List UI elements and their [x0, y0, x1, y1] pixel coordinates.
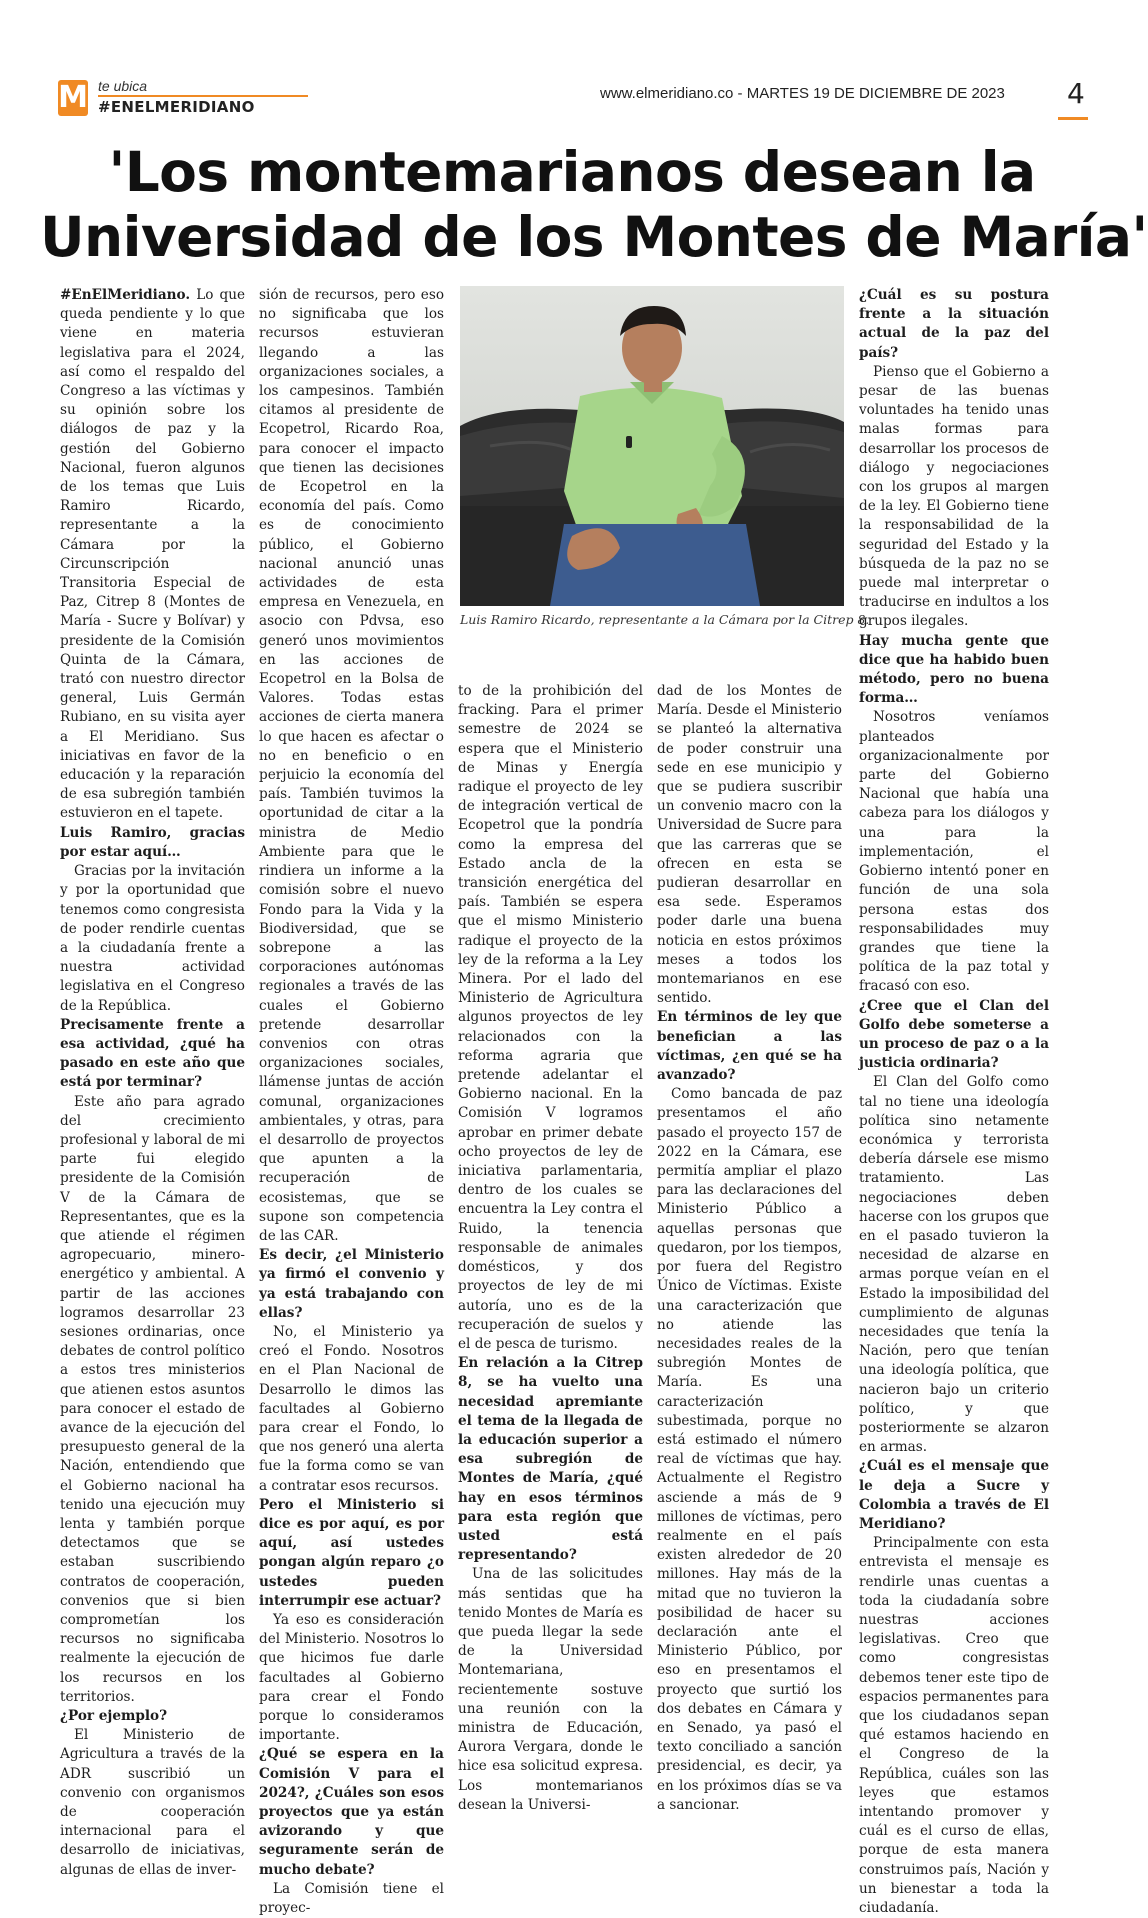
headline-line-1: 'Los montemarianos desean la [108, 140, 1036, 204]
photo-caption: Luis Ramiro Ricardo, representante a la Cámara por la Citrep 8. [460, 612, 870, 627]
question-4: Es decir, ¿el Ministerio ya firmó el convenio y ya está trabajando con ellas? [259, 1247, 444, 1321]
headline [40, 140, 1148, 270]
answer-1: Gracias por la invitación y por la oportunidad que tenemos como congresista de poder rendirle cuentas a la ciudadanía frente a nuestra actividad legislativa en el Congreso de la República. [60, 863, 245, 1014]
question-9: ¿Cuál es su postura frente a la situación actual de la paz del país? [859, 287, 1049, 361]
question-1: Luis Ramiro, gracias por estar aquí… [60, 824, 245, 860]
question-3: ¿Por ejemplo? [60, 1708, 168, 1725]
question-10: Hay mucha gente que dice que ha habido buen método, pero no buena forma… [859, 632, 1049, 707]
question-8: En términos de ley que benefician a las víctimas, ¿en qué se ha avanzado? [657, 1009, 842, 1084]
article-column-3 [458, 682, 643, 1815]
answer-5: Ya eso es consideración del Ministerio. Nosotros lo que hicimos fue darle facultades al Gobierno para crear el Fondo porque lo consideramos importante. [259, 1612, 444, 1744]
answer-3-part-1: El Ministerio de Agricultura a través de la ADR suscribió un convenio con organismos de cooperación internacional para el desarrollo de iniciativas, algunas de ellas de inver- [60, 1727, 245, 1878]
answer-2: Este año para agrado del crecimiento profesional y laboral de mi parte fui elegido presidente de la Comisión V de la Cámara de Representantes, que es la que atiende el régimen agropecuario, minero-energético y ambiental. A partir de las acciones logramos desarrollar 23 sesiones ordinarias, once debates de control político a estos tres ministerios que atienen estos asuntos para conocer el estado de avance de la ejecución del presupuesto general de la Nación, entendiendo que el Gobierno nacional ha tenido una ejecución muy lenta y también porque detectamos que se estaban suscribiendo contratos de cooperación, convenios que si bien comprometían los recursos no significaba realmente la ejecución de los recursos en los territorios. [60, 1093, 245, 1705]
answer-6-part-2: to de la prohibición del fracking. Para el primer semestre de 2024 se espera que el Ministerio de Minas y Energía radique el proyecto de ley de integración vertical de Ecopetrol que la pondría como la empresa del Estado ancla de la transición energética del país. También se espera que el mismo Ministerio radique el proyecto de la ley de la reforma a la Ley Minera. Por el lado del Ministerio de Agricultura algunos proyectos de ley relacionados con la reforma agraria que pretende adelantar el Gobierno nacional. En la Comisión V logramos aprobar en primer debate ocho proyectos de ley de iniciativa parlamentaria, dentro de los cuales se encuentra la Ley contra el Ruido, la tenencia responsable de animales domésticos, y dos proyectos de ley de mi autoría, uno es de la recuperación de suelos y el de pesca de turismo. [458, 683, 643, 1352]
article-column-1 [60, 286, 245, 1880]
answer-4: No, el Ministerio ya creó el Fondo. Nosotros en el Plan Nacional de Desarrollo le dimos las facultades al Gobierno para crear el Fondo, lo que nos generó una alerta fue la forma como se van a contratar esos recursos. [259, 1323, 444, 1494]
question-2: Precisamente frente a esa actividad, ¿qué ha pasado en este año que está por terminar? [60, 1016, 245, 1091]
article-lead [60, 286, 245, 824]
page-number-rule [1058, 117, 1088, 120]
article-column-2 [259, 286, 444, 1918]
question-5: Pero el Ministerio si dice es por aquí, es por aquí, así ustedes pongan algún reparo ¿o ustedes pueden interrumpir ese actuar? [259, 1496, 444, 1609]
answer-9: Pienso que el Gobierno a pesar de las buenas voluntades ha tenido unas malas formas para desarrollar los procesos de diálogo y negociaciones con los grupos al margen de la ley. El Gobierno tiene la responsabilidad de la seguridad del Estado y la búsqueda de la paz no se puede mal interpretar o traducirse en indultos a los grupos ilegales. [859, 363, 1049, 630]
header-hashtag: #ENELMERIDIANO [98, 98, 255, 116]
answer-7-part-2: dad de los Montes de María. Desde el Ministerio se planteó la alternativa de poder construir una sede en ese municipio y que se pudiera suscribir un convenio macro con la Universidad de Sucre para que las carreras que se ofrecen en esta se pudieran desarrollar en esa sede. Esperamos poder darle una buena noticia en estos próximos meses a todos los montemarianos en ese sentido. [657, 683, 842, 1007]
answer-7-part-1: Una de las solicitudes más sentidas que ha tenido Montes de María es que pueda llegar la sede de la Universidad Montemariana, recientemente sostuve una reunión con la ministra de Educación, Aurora Vergara, donde le hice esa solicitud expresa. Los montemarianos desean la Universi- [458, 1566, 643, 1813]
lead-text: Lo que queda pendiente y lo que viene en materia legislativa para el 2024, así como el respaldo del Congreso a las víctimas y su opinión sobre los diálogos de paz y la gestión del Gobierno Nacional, fueron algunos de los temas que Luis Ramiro Ricardo, representante a la Cámara por la Circunscripción Transitoria Especial de Paz, Citrep 8 (Montes de María - Sucre y Bolívar) y presidente de la Comisión Quinta de la Cámara, trató con nuestro director general, Luis Germán Rubiano, en su visita ayer a El Meridiano. Sus iniciativas en favor de la educación y la reparación de esa subregión también estuvieron en el tapete. [60, 287, 245, 822]
answer-10: Nosotros veníamos planteados organizacionalmente por parte del Gobierno Nacional que había una cabeza para los diálogos y una para la implementación, el Gobierno intentó poner en función de una sola persona estas dos responsabilidades muy grandes que tiene la política de la paz total y fracasó con eso. [859, 709, 1049, 995]
article-column-5 [859, 286, 1049, 1918]
site-and-date: www.elmeridiano.co - MARTES 19 DE DICIEMBRE DE 2023 [600, 85, 1005, 102]
header-tagline: te ubica [98, 78, 148, 94]
meridiano-logo: M [58, 80, 88, 115]
answer-3-part-2: sión de recursos, pero eso no significaba que los recursos estuvieran llegando a las organizaciones sociales, a los campesinos. También citamos al presidente de Ecopetrol, Ricardo Roa, para conocer el impacto que tienen las decisiones de Ecopetrol en la economía del país. Como es de conocimiento público, el Gobierno nacional anunció unas actividades de esta empresa en Venezuela, en asocio con Pdvsa, eso generó unos movimientos en las acciones de Ecopetrol en la Bolsa de Valores. Todas estas acciones de cierta manera lo que hacen es afectar o no en beneficio o en perjuicio la economía del país. También tuvimos la oportunidad de citar a la ministra de Medio Ambiente para que le rindiera un informe a la comisión sobre el nuevo Fondo para la Vida y la Biodiversidad, que se sobrepone a las corporaciones autónomas regionales a través de las cuales el Gobierno pretende desarrollar convenios con otras organizaciones sociales, llámense juntas de acción comunal, organizaciones ambientales, y otras, para el desarrollo de proyectos que apunten a la recuperación de ecosistemas, que se supone son competencia de las CAR. [259, 287, 444, 1244]
answer-6-part-1: La Comisión tiene el proyec- [259, 1880, 444, 1917]
answer-11: El Clan del Golfo como tal no tiene una ideología política sino netamente económica y terrorista debería dársele ese mismo tratamiento. Las negociaciones deben hacerse con los grupos que en el pasado tuvieron la necesidad de alzarse en armas porque veían en el Estado la imposibilidad del cumplimiento de algunas necesidades que tenía la Nación, pero que tenían una ideología política, que nacieron bajo un criterio político, y que posteriormente se alzaron en armas. [859, 1074, 1049, 1456]
page-number: 4 [1067, 77, 1085, 110]
answer-8: Como bancada de paz presentamos el año pasado el proyecto 157 de 2022 en la Cámara, ese permitía ampliar el plazo para las declaraciones del Ministerio Público a aquellas personas que quedaron, por los tiempos, por fuera del Registro Único de Víctimas. Existe una caracterización que no atiende las necesidades reales de la subregión Montes de María. Es una caracterización subestimada, porque no está estimado el número real de víctimas que hay. Actualmente el Registro asciende a más de 9 millones de víctimas, pero realmente en el país existen alrededor de 20 millones. Hay más de la mitad que no tuvieron la posibilidad de hacer su declaración ante el Ministerio Público, por eso en presentamos el proyecto que surtió los dos debates en Cámara y en Senado, ya pasó el texto conciliado a sanción presidencial, es decir, ya en los próximos días se va a sancionar. [657, 1086, 842, 1813]
header-rule [98, 95, 308, 97]
question-6: ¿Qué se espera en la Comisión V para el 2024?, ¿Cuáles son esos proyectos que ya están avizorando y que seguramente serán de mucho debate? [259, 1746, 444, 1878]
headline-line-2: Universidad de los Montes de María' [40, 205, 1148, 269]
question-12: ¿Cuál es el mensaje que le deja a Sucre y Colombia a través de El Meridiano? [859, 1458, 1049, 1532]
question-11: ¿Cree que el Clan del Golfo debe someterse a un proceso de paz o a la justicia ordinaria? [859, 997, 1049, 1072]
answer-12: Principalmente con esta entrevista el mensaje es rendirle unas cuentas a toda la ciudadanía sobre nuestras acciones legislativas. Creo que como congresistas debemos tener este tipo de espacios permanentes para que los ciudadanos sepan qué estamos haciendo en el Congreso de la República, cuáles son las leyes que estamos intentando promover y cuál es el curso de ellas, porque de esta manera construimos país, Nación y un bienestar a toda la ciudadanía. [859, 1535, 1049, 1917]
question-7: En relación a la Citrep 8, se ha vuelto una necesidad apremiante el tema de la llegada de la educación superior a esa subregión de Montes de María, ¿qué hay en esos términos para esta región que usted está representando? [458, 1355, 643, 1564]
interview-photo [460, 286, 844, 606]
lead-tag: #EnElMeridiano. [60, 287, 191, 303]
article-column-4 [657, 682, 842, 1815]
photo-illustration [460, 286, 844, 606]
